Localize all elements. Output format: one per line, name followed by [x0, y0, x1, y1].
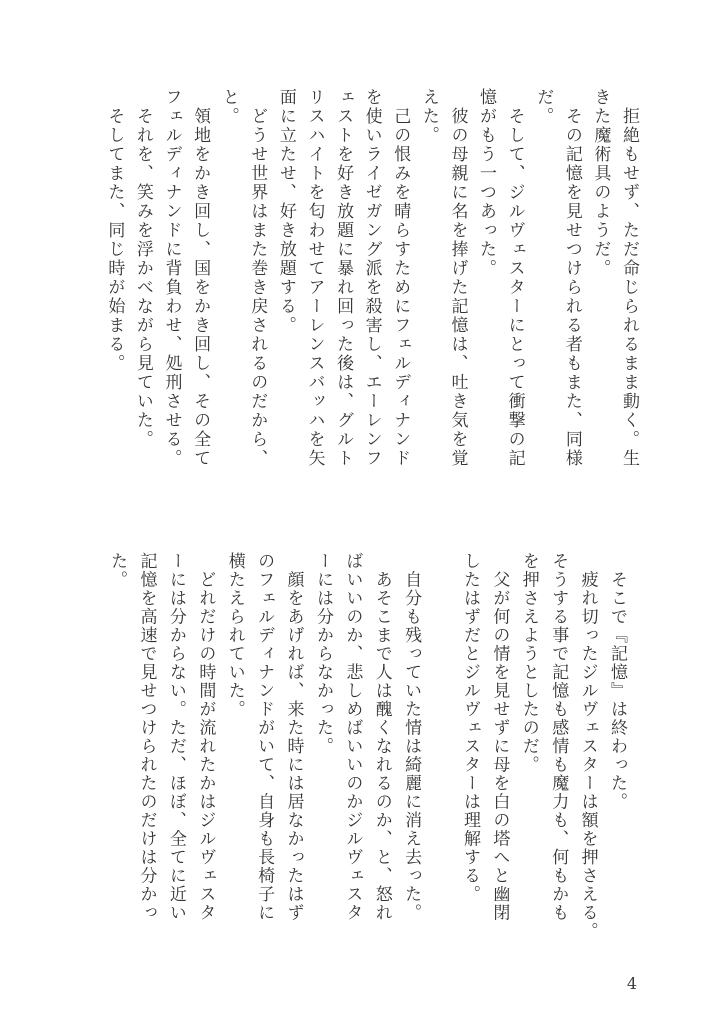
text-line: 記憶を高速で見せつけられたのだけは分かっ: [136, 552, 157, 922]
text-line: 横たえられていた。: [224, 552, 245, 719]
text-line: 拒絶もせず、ただ命じられるまま動く。生: [619, 88, 639, 468]
text-line: ばいいのか、悲しめばいいのかジルヴェスタ: [342, 552, 363, 922]
text-line: そしてまた、同じ時が始まる。: [104, 88, 125, 373]
text-line: 彼の母親に名を捧げた記憶は、吐き気を覚: [447, 88, 468, 468]
text-line: えた。: [418, 88, 439, 145]
text-line: のフェルディナンドがいて、自身も長椅子に: [254, 552, 275, 922]
text-line: ーには分からなかった。: [312, 552, 333, 756]
lower-text-block: [102, 552, 631, 944]
text-line: どうせ世界はまた巻き戻されるのだから、: [247, 88, 268, 468]
text-line: あそこまで人は醜くなれるのか、と、怒れ: [371, 552, 392, 922]
text-line: 父が何の情を見せずに母を白の塔へと幽閉: [489, 552, 510, 922]
text-line: 領地をかき回し、国をかき回し、その全て: [190, 88, 211, 468]
text-line: ーには分からない。ただ、ほぼ、全てに近い: [165, 552, 186, 922]
upper-text-block: [100, 88, 643, 480]
text-line: を押さえようとしたのだ。: [518, 552, 539, 774]
text-line: そうする事で記憶も感情も魔力も、何もかも: [548, 552, 569, 922]
text-line: そして、ジルヴェスターにとって衝撃の記: [504, 88, 525, 468]
text-line: したはずだとジルヴェスターは理解する。: [459, 552, 480, 904]
text-line: と。: [218, 88, 239, 126]
text-line: それを、笑みを浮かべながら見ていた。: [132, 88, 153, 449]
text-line: どれだけの時間が流れたかはジルヴェスタ: [195, 552, 216, 922]
text-line: フェルディナンドに背負わせ、処刑させる。: [161, 88, 182, 468]
text-line: きた魔術具のようだ。: [590, 88, 611, 278]
page-number: 4: [626, 974, 638, 993]
text-line: その記憶を見せつけられる者もまた、同様: [561, 88, 582, 468]
text-line: を使いライゼガング派を殺害し、エーレンフ: [361, 88, 382, 468]
text-line: 顔をあげれば、来た時には居なかったはず: [283, 552, 304, 922]
text-line: 面に立たせ、好き放題する。: [275, 88, 296, 335]
text-line: 己の恨みを晴らすためにフェルディナンド: [390, 88, 411, 468]
text-line: ェストを好き放題に暴れ回った後は、グルト: [333, 88, 354, 468]
text-line: 疲れ切ったジルヴェスターは額を押さえる。: [577, 552, 598, 941]
text-line: 憶がもう一つあった。: [476, 88, 497, 278]
text-line: そこで『記憶』は終わった。: [607, 552, 627, 811]
text-line: た。: [107, 552, 128, 589]
text-line: リスハイトを匂わせてアーレンスバッハを矢: [304, 88, 325, 468]
text-line: [425, 552, 454, 944]
text-line: だ。: [533, 88, 554, 126]
text-line: 自分も残っていた情は綺麗に消え去った。: [401, 552, 422, 922]
